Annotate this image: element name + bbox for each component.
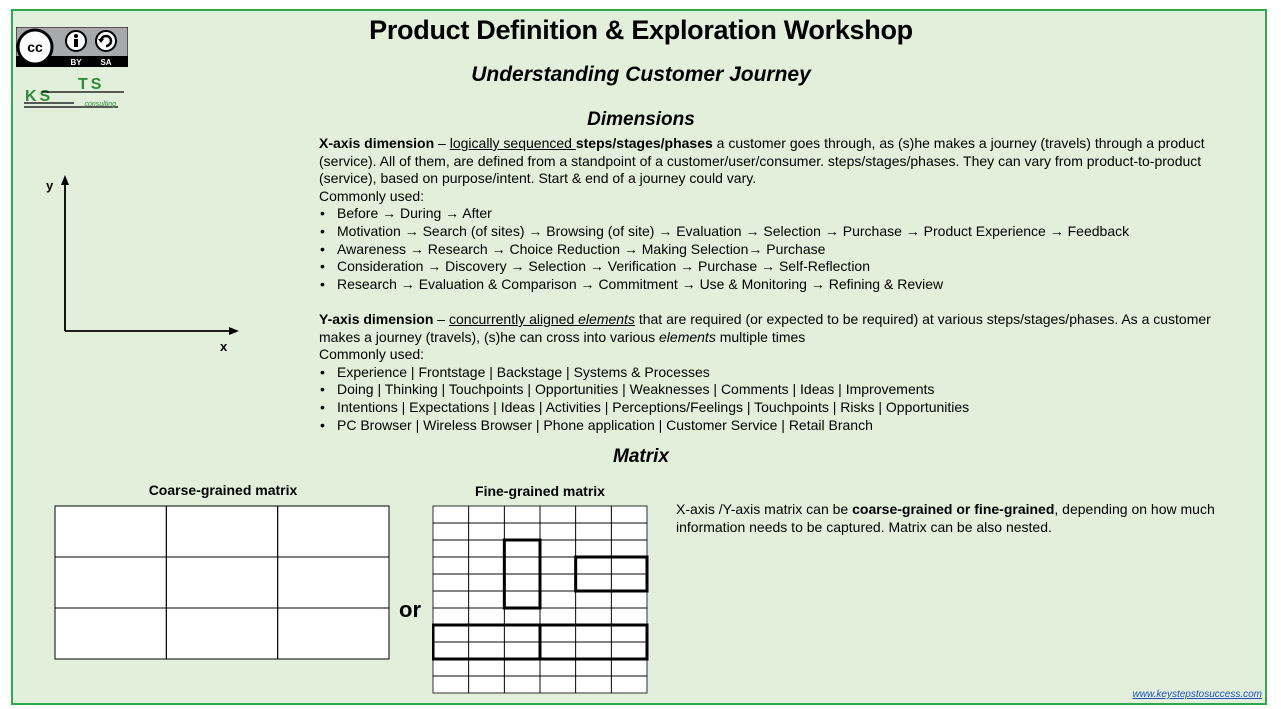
list-item: • Motivation → Search (of sites) → Browsing (of site) → Evaluation → Selection → Purchase → Product Experience → Feedback	[319, 223, 1249, 241]
list-item: • Consideration → Discovery → Selection → Verification → Purchase → Self-Reflection	[319, 258, 1249, 276]
dimensions-heading: Dimensions	[587, 109, 695, 130]
svg-text:SA: SA	[100, 58, 112, 67]
list-item: • PC Browser | Wireless Browser | Phone application | Customer Service | Retail Branch	[319, 417, 1219, 435]
list-item: • Research → Evaluation & Comparison → Commitment → Use & Monitoring → Refining & Review	[319, 276, 1249, 294]
x-axis-section	[319, 135, 1249, 293]
list-item: • Before → During → After	[319, 205, 1249, 223]
matrix-description: X-axis /Y-axis matrix can be coarse-grained or fine-grained, depending on how much information needs to be captured. Matrix can be also nested.	[676, 501, 1215, 535]
svg-text:TS: TS	[78, 76, 105, 93]
fine-matrix	[432, 505, 652, 700]
list-item: • Experience | Frontstage | Backstage | Systems & Processes	[319, 364, 1219, 382]
list-item: • Intentions | Expectations | Ideas | Activities | Perceptions/Feelings | Touchpoints | Risks | Opportunities	[319, 399, 1219, 417]
page-title: Product Definition & Exploration Workshop	[369, 15, 913, 45]
cc-icon	[18, 30, 52, 64]
x-axis-description: X-axis dimension – logically sequenced steps/stages/phases a customer goes through, as (s)he makes a journey (travels) through a product (service). All of them, are defined from a standpoint of a customer/user/consumer. steps/stages/phases. They can vary from product-to-product (service), based on purpose/intent. Start & end of a journey could vary.	[319, 135, 1205, 187]
svg-text:cc: cc	[27, 39, 43, 55]
coarse-matrix	[54, 505, 390, 666]
x-axis-label: x	[220, 339, 228, 354]
y-axis-commonly-used: Commonly used:	[319, 346, 425, 363]
svg-text:BY: BY	[70, 58, 82, 67]
y-axis-section	[319, 311, 1219, 434]
y-axis-description: Y-axis dimension – concurrently aligned elements that are required (or expected to be required) at various steps/stages/phases. As a customer makes a journey (travels), (s)he can cross into various elements multiple times	[319, 311, 1211, 345]
svg-text:KS: KS	[25, 88, 54, 105]
by-icon	[66, 31, 86, 51]
matrix-heading: Matrix	[613, 446, 669, 467]
logo	[22, 73, 126, 109]
or-label: or	[399, 597, 421, 622]
page-subtitle: Understanding Customer Journey	[471, 63, 811, 86]
axes-diagram	[43, 171, 243, 361]
fine-matrix-label: Fine-grained matrix	[475, 483, 605, 499]
sa-icon	[96, 31, 116, 51]
slide	[11, 9, 1267, 705]
footer-url[interactable]: www.keystepstosuccess.com	[1132, 689, 1262, 700]
coarse-matrix-label: Coarse-grained matrix	[148, 482, 298, 498]
x-axis-list	[319, 205, 1249, 293]
y-axis-list	[319, 364, 1219, 434]
list-item: • Awareness → Research → Choice Reduction → Making Selection→ Purchase	[319, 241, 1249, 259]
x-axis-commonly-used: Commonly used:	[319, 187, 425, 204]
list-item: • Doing | Thinking | Touchpoints | Opportunities | Weaknesses | Comments | Ideas | Improvements	[319, 381, 1219, 399]
matrix-background	[55, 506, 389, 659]
y-axis-label: y	[46, 178, 54, 193]
license-badge	[16, 27, 128, 72]
svg-text:consulting: consulting	[84, 101, 116, 108]
